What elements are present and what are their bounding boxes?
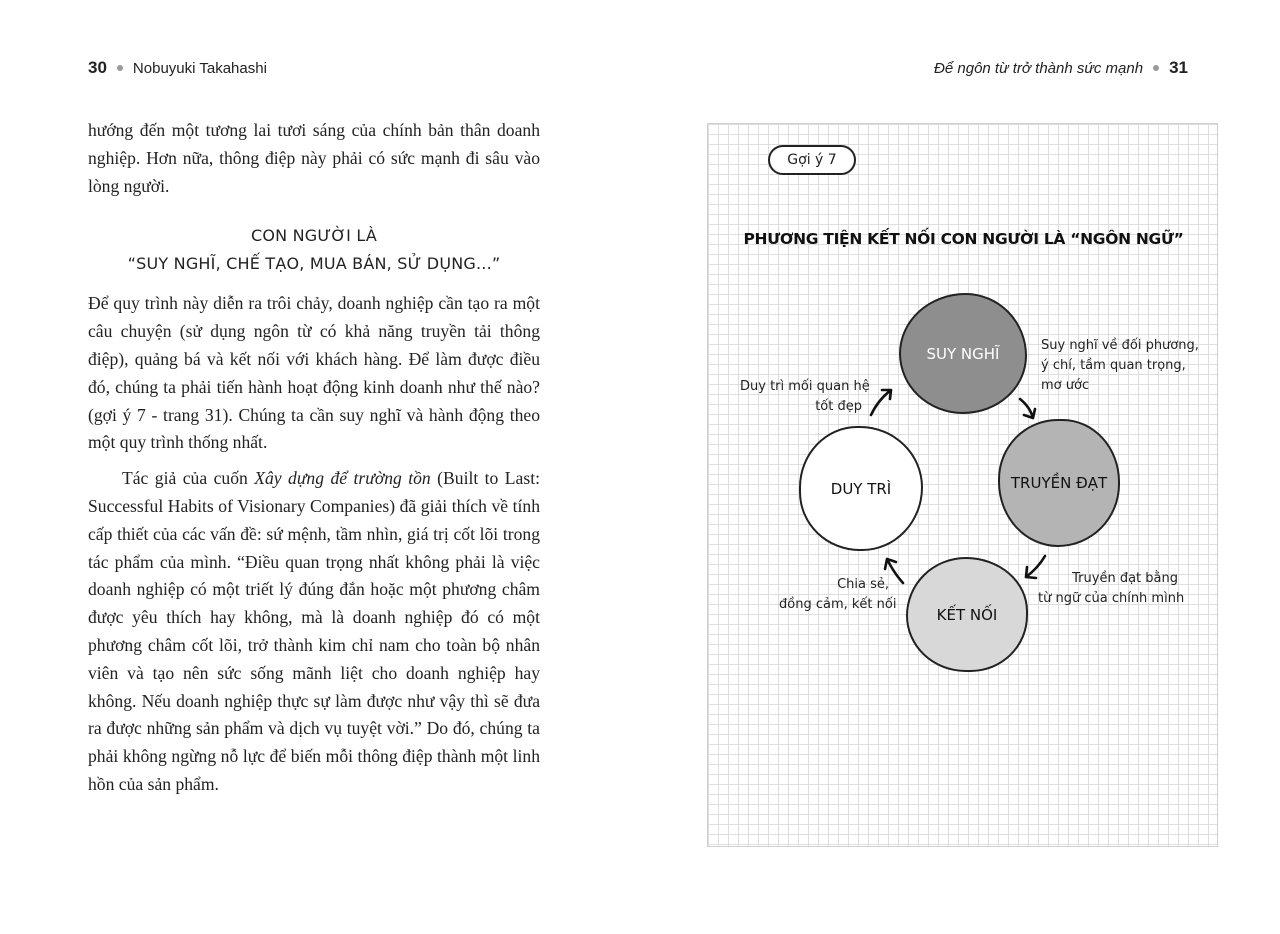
paragraph-3-prefix: Tác giả của cuốn [122,468,255,489]
note-connect [779,575,897,615]
left-page-body [88,117,540,799]
paragraph-2: Để quy trình này diễn ra trôi chảy, doanh nghiệp cần tạo ra một câu chuyện (sử dụng ngôn từ có khả năng truyền tải thông điệp), quảng bá và kết nối với khách hàng. Để làm được điều đó, chúng ta phải tiến hành hoạt động kinh doanh như thế nào? (gợi ý 7 - trang 31). Chúng ta cần suy nghĩ và hành động theo một quy trình thống nhất. [88,293,540,453]
note-think [1041,336,1199,396]
note-think-line: mơ ước [1041,378,1090,393]
note-think-line: ý chí, tầm quan trọng, [1041,358,1186,373]
paragraph-1: hướng đến một tương lai tươi sáng của chính bản thân doanh nghiệp. Hơn nữa, thông điệp này phải có sức mạnh đi sâu vào lòng người. [88,120,540,196]
paragraph-3-rest: (Built to Last: Successful Habits of Visionary Companies) đã giải thích về tính cấp thiết của các vấn đề: sứ mệnh, tầm nhìn, giá trị cốt lõi trong tác phẩm của mình. “Điều quan trọng nhất không phải là việc doanh nghiệp có một triết lý đúng đắn hoặc một phương châm được yêu thích hay không, mà là doanh nghiệp đó có một phương châm cốt lõi, trở thành kim chỉ nam cho toàn bộ nhân viên và tạo nên sức sống mãnh liệt cho doanh nghiệp hay không. Nếu doanh nghiệp thực sự làm được như vậy thì sẽ đưa ra được những sản phẩm và dịch vụ tuyệt vời.” Do đó, chúng ta phải không ngừng nỗ lực để biến mỗi thông điệp thành một linh hồn của sản phẩm. [88,468,540,794]
note-maintain-line: tốt đẹp [815,399,862,414]
paragraph-3 [88,465,540,799]
note-convey-line: từ ngữ của chính mình [1038,591,1185,606]
arrow-think-to-convey-icon [1020,399,1035,418]
section-heading [88,222,540,278]
node-maintain: DUY TRÌ [799,426,923,551]
diagram-title: PHƯƠNG TIỆN KẾT NỐI CON NGƯỜI LÀ “NGÔN NGỮ” [743,230,1184,248]
node-connect: KẾT NỐI [906,557,1028,672]
node-convey: TRUYỀN ĐẠT [998,419,1120,547]
note-maintain-line: Duy trì mối quan hệ [740,379,870,394]
page-header-left [88,58,267,78]
note-connect-line: đồng cảm, kết nối [779,597,897,612]
bullet-dot-icon [117,65,123,71]
node-think: SUY NGHĨ [899,293,1027,414]
arrow-maintain-to-think-icon [871,390,891,415]
note-convey [1038,569,1185,609]
section-heading-line-1: CON NGƯỜI LÀ [251,226,377,246]
hint-label: Gợi ý 7 [768,145,856,175]
note-think-line: Suy nghĩ về đối phương, [1041,338,1199,353]
right-page-number: 31 [1169,58,1188,77]
section-heading-line-2: “SUY NGHĨ, CHẾ TẠO, MUA BÁN, SỬ DỤNG...” [127,254,501,274]
page-header-right [934,58,1188,78]
note-convey-line: Truyền đạt bằng [1072,571,1178,586]
bullet-dot-icon [1153,65,1159,71]
author-name: Nobuyuki Takahashi [132,59,267,77]
note-maintain [740,377,870,417]
cited-book-title: Xây dựng để trường tồn [254,468,431,489]
book-title: Để ngôn từ trở thành sức mạnh [934,59,1144,77]
left-page-number: 30 [88,58,107,77]
diagram-panel [707,123,1218,847]
note-connect-line: Chia sẻ, [837,577,889,592]
